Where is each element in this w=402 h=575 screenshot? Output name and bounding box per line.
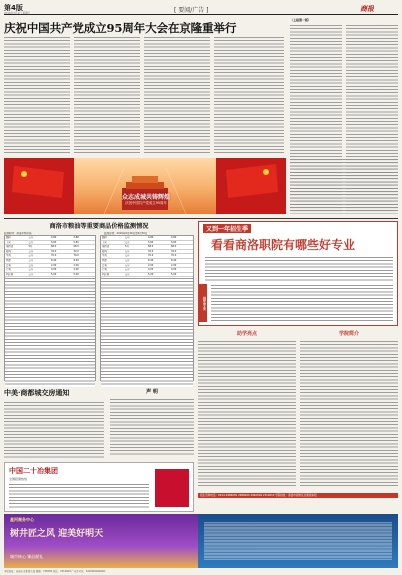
section-label: [ 要闻/广告 ] bbox=[174, 7, 209, 14]
banner-title: 众志成城共铸辉煌 bbox=[121, 194, 170, 201]
table-cell: 鸡蛋 bbox=[6, 258, 11, 262]
article-col-1 bbox=[4, 36, 70, 154]
table-cell: 4.00 bbox=[171, 268, 177, 272]
table-cell: 西红柿 bbox=[6, 272, 14, 276]
table-cell: 大米 bbox=[102, 240, 107, 244]
college-ad-majors bbox=[211, 284, 393, 322]
college-info-left bbox=[198, 330, 296, 490]
table-cell: 菜籽油 bbox=[6, 245, 14, 249]
masthead bbox=[4, 3, 398, 15]
table-cell: 公斤 bbox=[125, 240, 130, 244]
table-cell: 2.00 bbox=[148, 263, 154, 267]
article-col-2 bbox=[74, 36, 140, 154]
table-cell: 32.0 bbox=[51, 249, 57, 253]
table-cell: 32.0 bbox=[171, 249, 177, 253]
table-cell: 5.00 bbox=[51, 272, 57, 276]
table-cell: 8.40 bbox=[51, 258, 57, 262]
table-cell: 4.00 bbox=[51, 268, 57, 272]
table-cell: 白菜 bbox=[6, 263, 11, 267]
statement-text bbox=[110, 398, 194, 456]
table-cell: 5.60 bbox=[148, 240, 154, 244]
table-cell: 8.40 bbox=[73, 258, 79, 262]
table-cell: 68.0 bbox=[73, 245, 79, 249]
table-cell: 4.00 bbox=[73, 268, 79, 272]
promo-group-sub: 全国招商热线 bbox=[9, 477, 28, 481]
table-cell: 5.60 bbox=[73, 240, 79, 244]
college-ad-headline: 看看商洛职院有哪些好专业 bbox=[211, 238, 356, 252]
right-bottom-ad bbox=[198, 514, 398, 568]
table-cell: 4.80 bbox=[51, 236, 57, 239]
promo-logo bbox=[155, 469, 189, 507]
college-ad-text bbox=[205, 256, 393, 282]
college-ad-side-label: 招生专业 bbox=[199, 284, 207, 322]
table-cell: 公斤 bbox=[28, 258, 34, 262]
promo-banner-big: 树井匠之风 迎美好明天 bbox=[10, 529, 104, 539]
table-cell: 8.40 bbox=[148, 258, 154, 262]
college-info-right-text bbox=[300, 340, 398, 488]
price-caption-left: 监测时间：商洛市物价局 bbox=[4, 232, 32, 235]
table-cell: 68.0 bbox=[148, 245, 154, 249]
table-cell: 公斤 bbox=[125, 268, 130, 272]
promo-group bbox=[4, 462, 194, 512]
table-cell: 公斤 bbox=[28, 272, 34, 276]
promo-group-text bbox=[9, 483, 149, 509]
table-cell: 70.0 bbox=[73, 254, 79, 258]
table-cell: 公斤 bbox=[125, 236, 130, 239]
table-cell: 32.0 bbox=[73, 249, 79, 253]
college-hotline: 招生咨询电话：0914-2986081 2986060 2962009 2312613 学院地址：商洛市商州区北新街东段 bbox=[198, 493, 398, 498]
statement bbox=[110, 388, 194, 460]
table-cell: 8.40 bbox=[171, 258, 177, 262]
table-cell: 70.0 bbox=[51, 254, 57, 258]
table-cell: 公斤 bbox=[125, 258, 130, 262]
table-cell: 西红柿 bbox=[102, 272, 110, 276]
right-col-mid bbox=[290, 158, 398, 214]
flags-illustration bbox=[4, 158, 286, 214]
statement-title: 声 明 bbox=[146, 389, 158, 395]
price-caption-right: 监测日期：2016年6月26日至6月30日 bbox=[104, 232, 148, 235]
table-cell: 公斤 bbox=[125, 254, 130, 258]
price-table-left-fill bbox=[5, 277, 95, 387]
right-bottom-ad-text bbox=[204, 522, 392, 560]
right-column-heading: （上接第一版） bbox=[290, 18, 312, 22]
table-cell: 公斤 bbox=[125, 249, 130, 253]
table-cell: 公斤 bbox=[28, 240, 34, 244]
promo-banner-sub: 星河商务中心 bbox=[10, 517, 34, 522]
table-cell: 牛肉 bbox=[6, 254, 11, 258]
footer: 本报地址：商洛市北新街东段 邮编：726000 电话：2312609 广告许可证：6125004000001 bbox=[4, 570, 106, 573]
table-cell: 5升 bbox=[28, 245, 33, 249]
table-cell: 4.00 bbox=[148, 268, 154, 272]
table-cell: 5.00 bbox=[73, 272, 79, 276]
price-report-title: 商洛市粮油等重要商品价格监测情况 bbox=[49, 223, 149, 230]
table-cell: 面粉 bbox=[102, 236, 107, 239]
table-cell: 公斤 bbox=[125, 272, 130, 276]
table-cell: 公斤 bbox=[28, 236, 34, 239]
table-cell: 鸡蛋 bbox=[102, 258, 107, 262]
page-number: 第4版 bbox=[4, 4, 23, 12]
table-cell: 公斤 bbox=[125, 263, 130, 267]
table-cell: 猪肉 bbox=[102, 249, 107, 253]
article-col-4 bbox=[214, 36, 284, 154]
table-cell: 芹菜 bbox=[102, 268, 107, 272]
table-cell: 大米 bbox=[6, 240, 11, 244]
table-cell: 公斤 bbox=[28, 268, 34, 272]
college-ad bbox=[198, 221, 398, 326]
table-cell: 5.60 bbox=[51, 240, 57, 244]
college-ad-tag: 又到一年招生季 bbox=[203, 224, 251, 233]
brand-logo: 商报 bbox=[360, 5, 374, 13]
divider-1 bbox=[4, 218, 398, 219]
table-cell: 猪肉 bbox=[6, 249, 11, 253]
table-cell: 5.00 bbox=[148, 272, 154, 276]
table-cell: 2.00 bbox=[171, 263, 177, 267]
table-cell: 公斤 bbox=[28, 254, 34, 258]
banner-subtitle: 庆祝中国共产党成立95周年 bbox=[125, 201, 167, 205]
notice-handover-text bbox=[4, 401, 104, 459]
table-cell: 32.0 bbox=[148, 249, 154, 253]
table-cell: 芹菜 bbox=[6, 268, 11, 272]
table-cell: 2.00 bbox=[51, 263, 57, 267]
date-line: 2016年7月1日 星期五 bbox=[4, 12, 31, 15]
price-report bbox=[4, 221, 194, 385]
table-cell: 5.00 bbox=[171, 272, 177, 276]
table-cell: 68.0 bbox=[171, 245, 177, 249]
college-info-left-title: 助学亮点 bbox=[236, 331, 257, 337]
table-cell: 面粉 bbox=[6, 236, 11, 239]
promo-banner bbox=[4, 514, 200, 568]
promo-group-title: 中国二十冶集团 bbox=[9, 467, 58, 475]
table-cell: 70.0 bbox=[171, 254, 177, 258]
table-cell: 2.00 bbox=[73, 263, 79, 267]
college-info-right bbox=[300, 330, 398, 490]
table-cell: 4.80 bbox=[171, 236, 177, 239]
main-headline: 庆祝中国共产党成立95周年大会在京隆重举行 bbox=[4, 21, 237, 35]
college-info-left-text bbox=[198, 340, 296, 488]
notice-handover bbox=[4, 388, 104, 460]
table-cell: 牛肉 bbox=[102, 254, 107, 258]
table-cell: 公斤 bbox=[28, 249, 34, 253]
table-cell: 菜籽油 bbox=[102, 245, 110, 249]
table-cell: 白菜 bbox=[102, 263, 107, 267]
table-cell: 公斤 bbox=[28, 263, 34, 267]
table-cell: 5.60 bbox=[171, 240, 177, 244]
notice-handover-title: 中美·商都城交房通知 bbox=[4, 388, 70, 397]
college-info-right-title: 学院简介 bbox=[338, 331, 359, 337]
banner-ad bbox=[4, 158, 286, 214]
table-cell: 4.80 bbox=[73, 236, 79, 239]
price-table-right-fill bbox=[101, 277, 193, 387]
promo-banner-slogan: 城市核心 臻品献礼 bbox=[10, 554, 44, 559]
price-table-left bbox=[4, 235, 96, 381]
table-cell: 4.80 bbox=[148, 236, 154, 239]
table-cell: 70.0 bbox=[148, 254, 154, 258]
article-col-3 bbox=[144, 36, 210, 154]
price-table-right bbox=[100, 235, 194, 381]
table-cell: 5升 bbox=[125, 245, 129, 249]
table-cell: 68.0 bbox=[51, 245, 57, 249]
college-info bbox=[198, 330, 398, 510]
